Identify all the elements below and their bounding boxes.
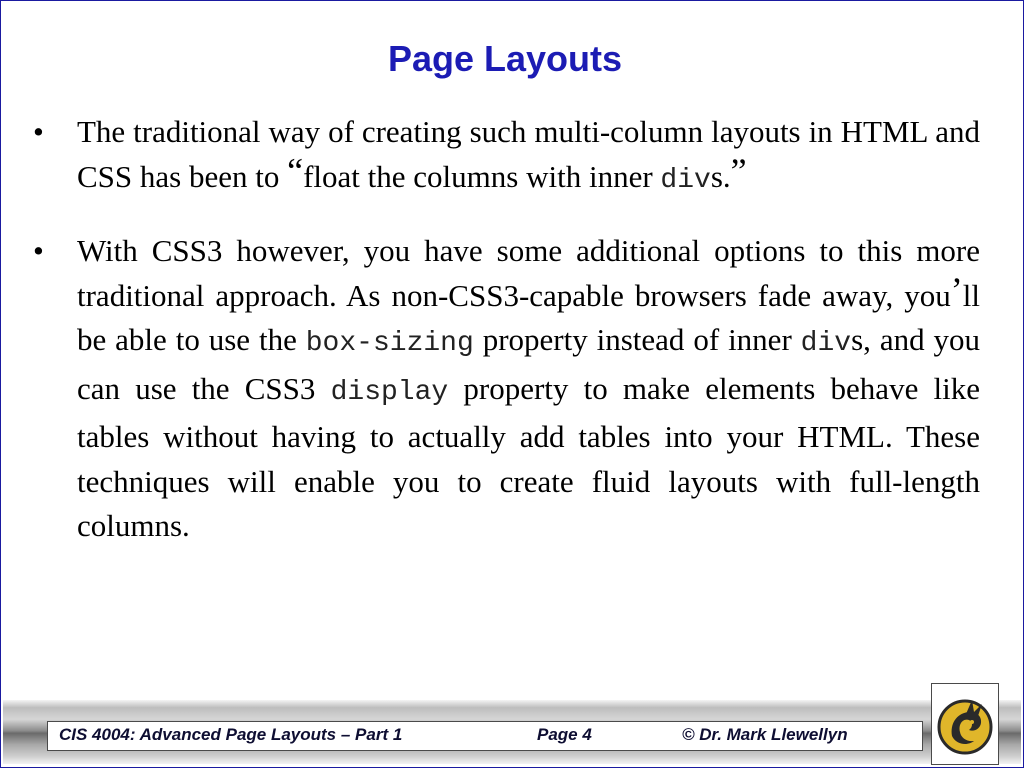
- bullet-item: [33, 110, 980, 203]
- footer-copyright: © Dr. Mark Llewellyn: [682, 725, 848, 744]
- footer-page: Page 4: [537, 725, 592, 744]
- code-term: div: [800, 328, 852, 359]
- code-term: div: [660, 164, 711, 196]
- bullet-text: ll be able to use the: [77, 277, 980, 357]
- bullet-marker: •: [33, 114, 44, 149]
- bullet-text: property instead of inner: [473, 322, 801, 357]
- slide-body: [33, 110, 980, 575]
- bullet-text: s, and you can use the CSS3: [77, 322, 980, 406]
- ucf-pegasus-logo-icon: [936, 692, 994, 758]
- bullet-text: s.: [710, 158, 731, 194]
- slide-title: Page Layouts: [387, 38, 623, 79]
- logo-frame: [931, 683, 999, 765]
- code-term: box-sizing: [305, 328, 474, 359]
- bullet-text: float the columns with inner: [303, 158, 661, 194]
- bullet-item: [33, 229, 980, 549]
- bullet-marker: •: [33, 233, 44, 268]
- open-quote: “: [287, 150, 304, 191]
- code-term: display: [330, 376, 449, 408]
- bullet-text: The traditional way of creating such multi-column layouts in HTML and CSS has been to: [77, 114, 980, 194]
- bullet-text: property to make elements behave like tables without having to actually add tables into your HTML. These techniques will enable you to create fluid layouts with full-length columns.: [77, 370, 980, 543]
- footer-course: CIS 4004: Advanced Page Layouts – Part 1: [59, 725, 403, 744]
- apostrophe: ’: [950, 269, 963, 310]
- close-quote: ”: [730, 150, 747, 191]
- bullet-text: With CSS3 however, you have some additional options to this more traditional approach. As non-CSS3-capable browsers fade away, you: [77, 233, 980, 313]
